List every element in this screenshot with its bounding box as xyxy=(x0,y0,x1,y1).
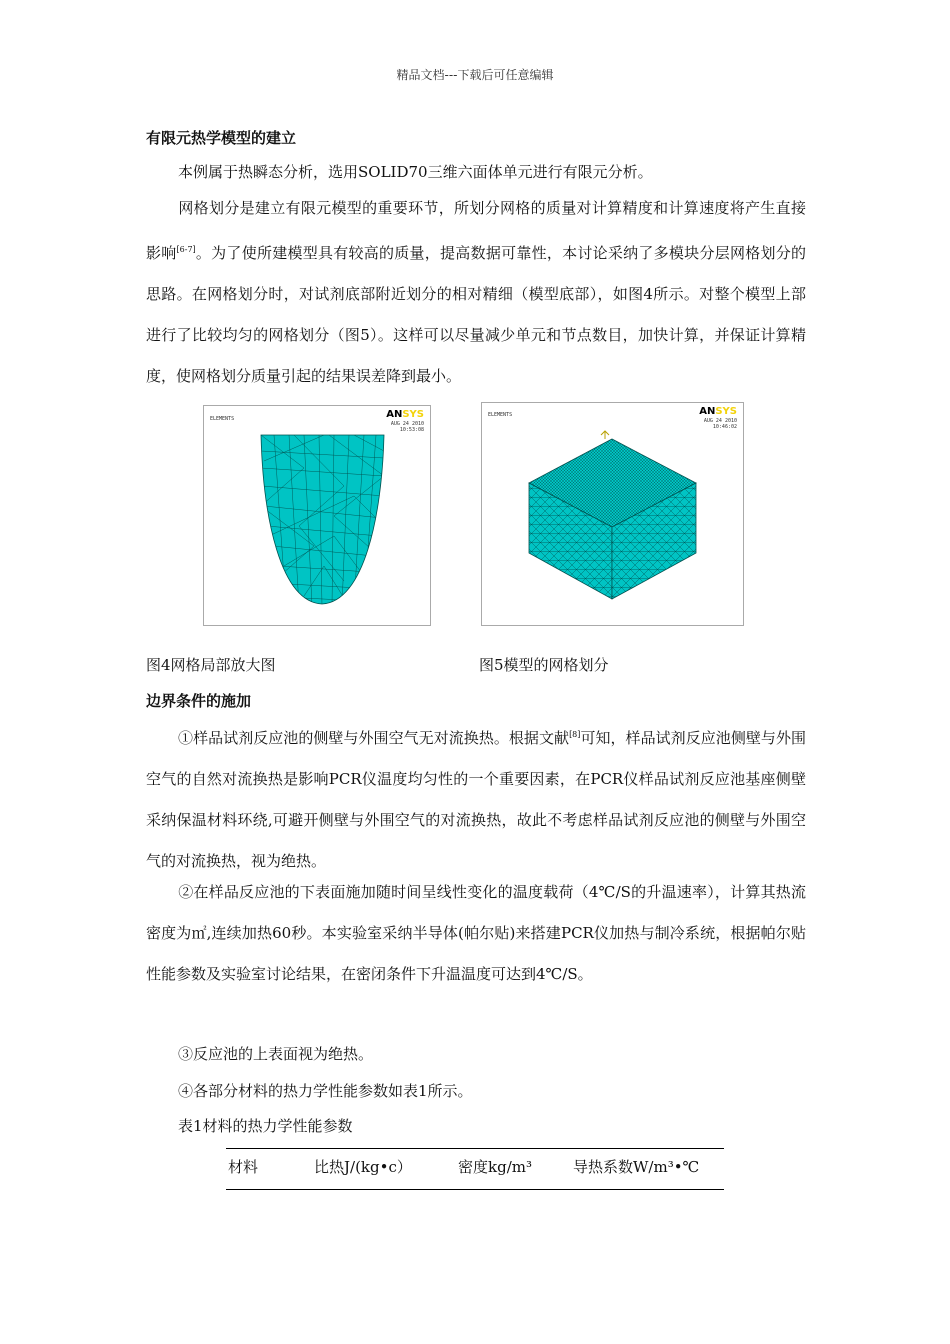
citation-6-7: [6-7] xyxy=(176,245,196,254)
boundary-item-1 xyxy=(146,714,806,882)
citation-8: [8] xyxy=(569,730,581,739)
boundary-item-1-text-a: ①样品试剂反应池的侧壁与外围空气无对流换热。根据文献 xyxy=(178,729,570,747)
boundary-item-2-text: ②在样品反应池的下表面施加随时间呈线性变化的温度载荷（4℃/S的升温速率），计算其热流密度为㎡,连续加热60秒。本实验室采纳半导体(帕尔贴)来搭建PCR仪加热与制冷系统，根据帕尔贴性能参数及实验室讨论结果，在密闭条件下升温温度可达到4℃/S。 xyxy=(146,883,806,983)
boundary-item-1-text-b: 可知，样品试剂反应池侧壁与外围空气的自然对流换热是影响PCR仪温度均匀性的一个重要因素，在PCR仪样品试剂反应池基座侧壁采纳保温材料环绕,可避开侧壁与外围空气的对流换热，故此不考虑样品试剂反应池的侧壁与外围空气的对流换热，视为绝热。 xyxy=(146,729,806,870)
parabolic-mesh-graphic xyxy=(204,406,431,626)
section-title-model: 有限元热学模型的建立 xyxy=(146,129,297,147)
table-header-material: 材料 xyxy=(228,1158,259,1176)
figure-4-label: ELEMENTS xyxy=(210,416,235,422)
material-properties-table xyxy=(226,1148,724,1190)
table-header-density: 密度kg/m³ xyxy=(458,1158,532,1176)
paragraph-element-type: 本例属于热瞬态分析，选用SOLID70三维六面体单元进行有限元分析。 xyxy=(178,163,653,181)
table-caption: 表1材料的热力学性能参数 xyxy=(178,1117,353,1135)
figure-4-caption: 图4网格局部放大图 xyxy=(146,656,276,674)
figure-4-mesh-zoom xyxy=(203,405,431,626)
figure-5-model-mesh xyxy=(481,402,744,626)
figure-5-caption: 图5模型的网格划分 xyxy=(479,656,609,674)
figure-4-timestamp: AUG 24 2010 10:53:08 xyxy=(390,421,424,433)
boundary-item-4: ④各部分材料的热力学性能参数如表1所示。 xyxy=(178,1082,473,1100)
figure-5-label: ELEMENTS xyxy=(488,412,513,418)
figure-5-timestamp: AUG 24 2010 10:46:02 xyxy=(703,418,737,430)
section-title-boundary: 边界条件的施加 xyxy=(146,692,252,710)
boundary-item-2 xyxy=(146,872,806,995)
page-header: 精品文档---下载后可任意编辑 xyxy=(396,68,554,82)
paragraph-meshing-text-a: 网格划分是建立有限元模型的重要环节，所划分网格的质量对计算精度和计算速度将产生直接影响 xyxy=(146,199,806,262)
table-header-conductivity: 导热系数W/m³•℃ xyxy=(573,1158,700,1176)
ansys-logo: ANSYS xyxy=(699,406,737,417)
boundary-item-3: ③反应池的上表面视为绝热。 xyxy=(178,1045,374,1063)
paragraph-meshing-text-b: 。为了使所建模型具有较高的质量，提高数据可靠性，本讨论采纳了多模块分层网格划分的思路。在网格划分时，对试剂底部附近划分的相对精细（模型底部），如图4所示。对整个模型上部进行了比较均匀的网格划分（图5）。这样可以尽量减少单元和节点数目，加快计算，并保证计算精度，使网格划分质量引起的结果误差降到最小。 xyxy=(146,244,806,385)
table-header-specific-heat: 比热J/(kg•c） xyxy=(314,1158,412,1176)
paragraph-meshing xyxy=(146,188,806,397)
cube-mesh-graphic xyxy=(482,403,744,626)
ansys-logo: ANSYS xyxy=(386,409,424,420)
